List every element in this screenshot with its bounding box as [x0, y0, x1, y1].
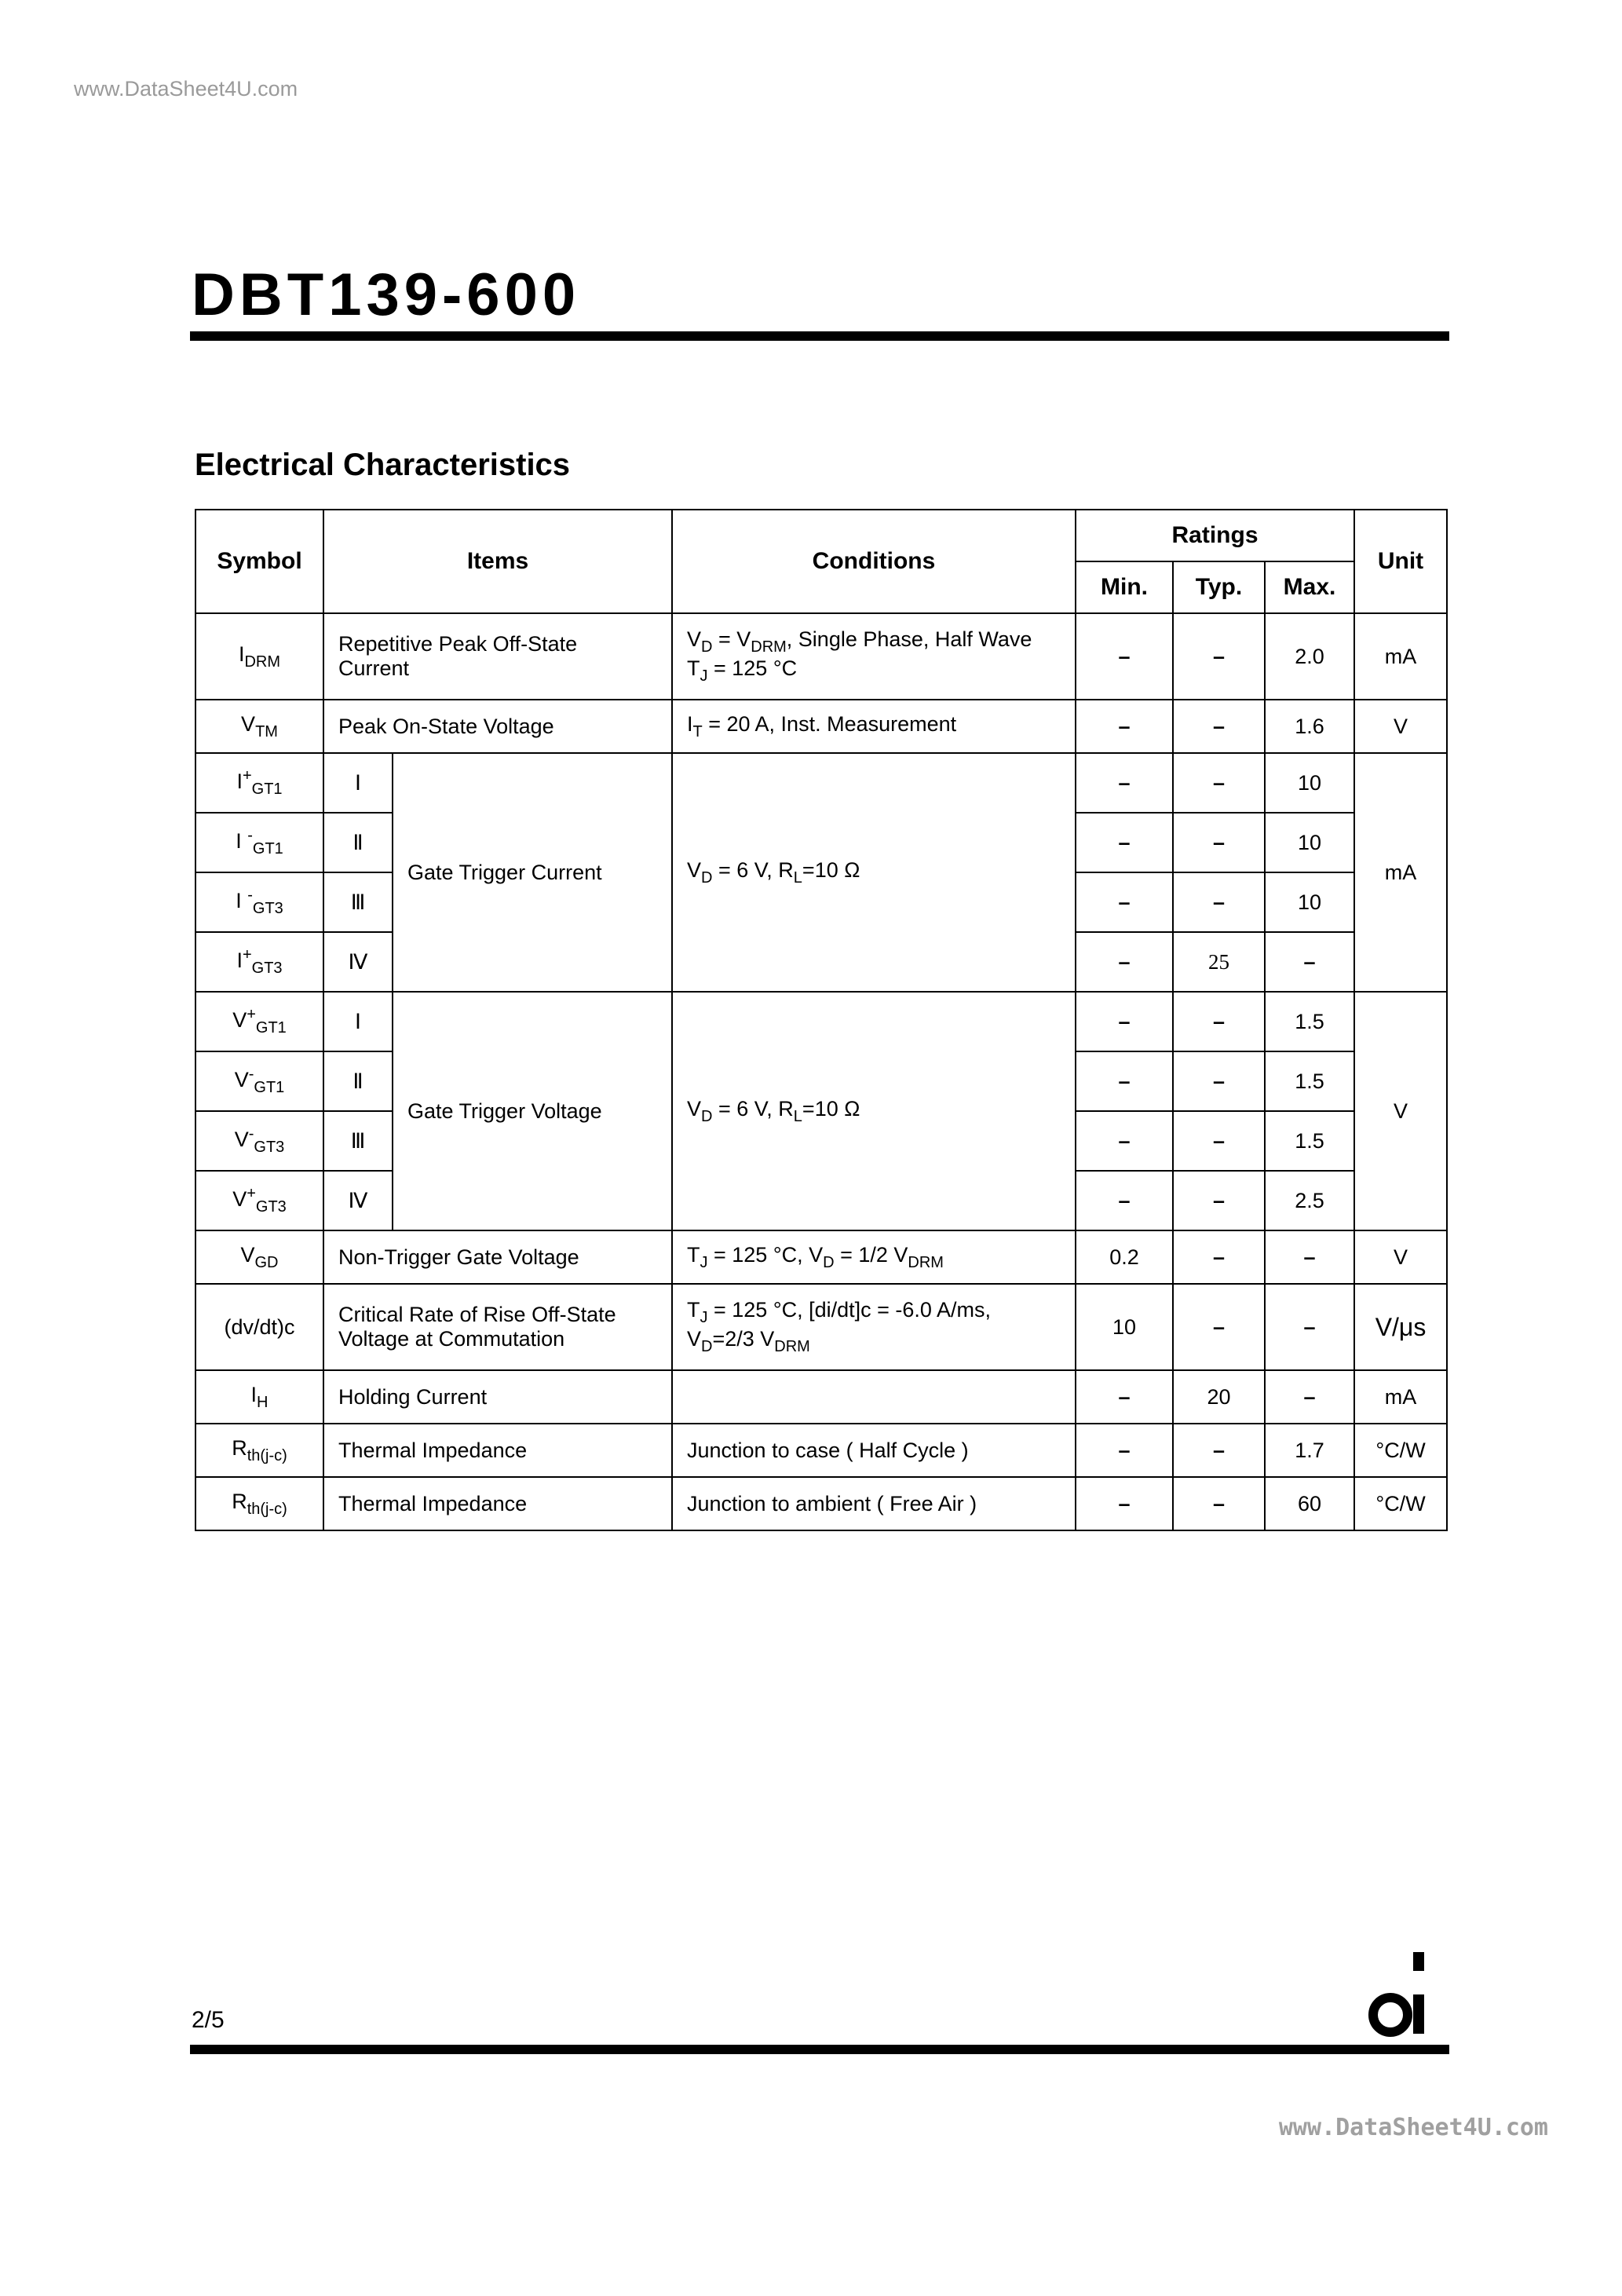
header-items: Items: [323, 510, 672, 613]
symbol-cell: $V^+_{GT3}$: [195, 1171, 323, 1230]
symbol-cell: $V^-_{GT1}$: [195, 1051, 323, 1111]
typ-cell: –: [1173, 1111, 1265, 1171]
symbol-cell: I -$_{GT3}$: [195, 872, 323, 932]
table-row-vtm: [195, 700, 1447, 753]
item-cell: Critical Rate of Rise Off-State Voltage at Commutation: [323, 1284, 672, 1370]
max-cell: 1.7: [1265, 1424, 1354, 1477]
typ-cell: –: [1173, 1051, 1265, 1111]
unit-cell: mA: [1354, 1370, 1447, 1424]
unit-cell: °C/W: [1354, 1424, 1447, 1477]
max-cell: –: [1265, 1284, 1354, 1370]
symbol-cell: $I_{DRM}$: [195, 613, 323, 700]
electrical-characteristics-table: [195, 509, 1448, 1531]
max-cell: 10: [1265, 813, 1354, 872]
quadrant-cell: Ⅳ: [323, 1171, 393, 1230]
symbol-cell: I -$_{GT1}$: [195, 813, 323, 872]
quadrant-cell: Ⅳ: [323, 932, 393, 992]
symbol-cell: (dv/dt)c: [195, 1284, 323, 1370]
item-cell: Thermal Impedance: [323, 1477, 672, 1530]
typ-cell: –: [1173, 1230, 1265, 1284]
table-row-idrm: [195, 613, 1447, 700]
max-cell: –: [1265, 1370, 1354, 1424]
unit-cell: V/μs: [1354, 1284, 1447, 1370]
table-row-igt1-plus: [195, 753, 1447, 813]
header-conditions: Conditions: [672, 510, 1076, 613]
table-row-dvdt: [195, 1284, 1447, 1370]
condition-cell: Junction to case ( Half Cycle ): [672, 1424, 1076, 1477]
unit-cell: V: [1354, 992, 1447, 1230]
header-typ: Typ.: [1173, 561, 1265, 613]
header-min: Min.: [1076, 561, 1173, 613]
symbol-cell: $R_{th(j-c)}$: [195, 1424, 323, 1477]
document-title: DBT139-600: [192, 261, 581, 328]
condition-cell: $V_D = 6$ V, $R_L=10$ Ω: [672, 992, 1076, 1230]
typ-cell: –: [1173, 1171, 1265, 1230]
min-cell: –: [1076, 813, 1173, 872]
unit-cell: mA: [1354, 753, 1447, 992]
min-cell: –: [1076, 753, 1173, 813]
min-cell: 10: [1076, 1284, 1173, 1370]
typ-cell: –: [1173, 1477, 1265, 1530]
condition-cell: $T_J = 125$ °C, $V_D = 1/2$ $V_{DRM}$: [672, 1230, 1076, 1284]
max-cell: 1.5: [1265, 1051, 1354, 1111]
symbol-cell: $I_H$: [195, 1370, 323, 1424]
min-cell: –: [1076, 932, 1173, 992]
typ-cell: –: [1173, 1284, 1265, 1370]
min-cell: –: [1076, 872, 1173, 932]
quadrant-cell: Ⅰ: [323, 992, 393, 1051]
max-cell: 1.6: [1265, 700, 1354, 753]
condition-cell: $V_D = V_{DRM}$, Single Phase, Half Wave $T_J = 125$ °C: [672, 613, 1076, 700]
footer-rule: [190, 2045, 1449, 2054]
condition-cell: $T_J = 125$ °C, [di/dt]c = -6.0 A/ms, $V_D=2/3$ $V_{DRM}$: [672, 1284, 1076, 1370]
max-cell: 1.5: [1265, 1111, 1354, 1171]
min-cell: –: [1076, 1477, 1173, 1530]
watermark-top: www.DataSheet4U.com: [74, 77, 298, 101]
item-cell: Gate Trigger Voltage: [393, 992, 672, 1230]
typ-cell: –: [1173, 700, 1265, 753]
item-cell: Peak On-State Voltage: [323, 700, 672, 753]
max-cell: 2.5: [1265, 1171, 1354, 1230]
typ-cell: –: [1173, 613, 1265, 700]
unit-cell: mA: [1354, 613, 1447, 700]
item-cell: Holding Current: [323, 1370, 672, 1424]
max-cell: 10: [1265, 753, 1354, 813]
unit-cell: °C/W: [1354, 1477, 1447, 1530]
symbol-cell: $V^-_{GT3}$: [195, 1111, 323, 1171]
typ-cell: 20: [1173, 1370, 1265, 1424]
quadrant-cell: Ⅱ: [323, 813, 393, 872]
table-row-rth-case: [195, 1424, 1447, 1477]
header-ratings: Ratings: [1076, 510, 1354, 561]
page-number: 2/5: [192, 2007, 225, 2033]
min-cell: –: [1076, 1051, 1173, 1111]
quadrant-cell: Ⅲ: [323, 872, 393, 932]
max-cell: –: [1265, 1230, 1354, 1284]
item-cell: Gate Trigger Current: [393, 753, 672, 992]
watermark-bottom: www.DataSheet4U.com: [1278, 2114, 1548, 2141]
title-rule: [190, 331, 1449, 341]
typ-cell: –: [1173, 813, 1265, 872]
max-cell: 1.5: [1265, 992, 1354, 1051]
section-title: Electrical Characteristics: [195, 448, 571, 482]
max-cell: 10: [1265, 872, 1354, 932]
table-row-rth-ambient: [195, 1477, 1447, 1530]
min-cell: –: [1076, 992, 1173, 1051]
table-row-vgt1-plus: [195, 992, 1447, 1051]
symbol-cell: $R_{th(j-c)}$: [195, 1477, 323, 1530]
min-cell: –: [1076, 1424, 1173, 1477]
min-cell: –: [1076, 1370, 1173, 1424]
min-cell: –: [1076, 700, 1173, 753]
item-cell: Repetitive Peak Off-State Current: [323, 613, 672, 700]
typ-cell: 25: [1173, 932, 1265, 992]
typ-cell: –: [1173, 872, 1265, 932]
min-cell: –: [1076, 613, 1173, 700]
condition-cell: Junction to ambient ( Free Air ): [672, 1477, 1076, 1530]
quadrant-cell: Ⅱ: [323, 1051, 393, 1111]
quadrant-cell: Ⅰ: [323, 753, 393, 813]
symbol-cell: $V_{TM}$: [195, 700, 323, 753]
company-logo-icon: [1364, 1946, 1435, 2040]
item-cell: Non-Trigger Gate Voltage: [323, 1230, 672, 1284]
max-cell: –: [1265, 932, 1354, 992]
max-cell: 60: [1265, 1477, 1354, 1530]
condition-cell: $I_T = 20$ A, Inst. Measurement: [672, 700, 1076, 753]
table-row-ih: [195, 1370, 1447, 1424]
table-row-vgd: [195, 1230, 1447, 1284]
max-cell: 2.0: [1265, 613, 1354, 700]
min-cell: –: [1076, 1111, 1173, 1171]
symbol-cell: $I^+_{GT1}$: [195, 753, 323, 813]
symbol-cell: $V^+_{GT1}$: [195, 992, 323, 1051]
min-cell: 0.2: [1076, 1230, 1173, 1284]
header-unit: Unit: [1354, 510, 1447, 613]
typ-cell: –: [1173, 753, 1265, 813]
header-row-1: [195, 510, 1447, 561]
unit-cell: V: [1354, 700, 1447, 753]
header-symbol: Symbol: [195, 510, 323, 613]
item-cell: Thermal Impedance: [323, 1424, 672, 1477]
symbol-cell: $I^+_{GT3}$: [195, 932, 323, 992]
typ-cell: –: [1173, 1424, 1265, 1477]
header-max: Max.: [1265, 561, 1354, 613]
min-cell: –: [1076, 1171, 1173, 1230]
typ-cell: –: [1173, 992, 1265, 1051]
condition-cell: $V_D = 6$ V, $R_L=10$ Ω: [672, 753, 1076, 992]
condition-cell: [672, 1370, 1076, 1424]
quadrant-cell: Ⅲ: [323, 1111, 393, 1171]
unit-cell: V: [1354, 1230, 1447, 1284]
symbol-cell: $V_{GD}$: [195, 1230, 323, 1284]
